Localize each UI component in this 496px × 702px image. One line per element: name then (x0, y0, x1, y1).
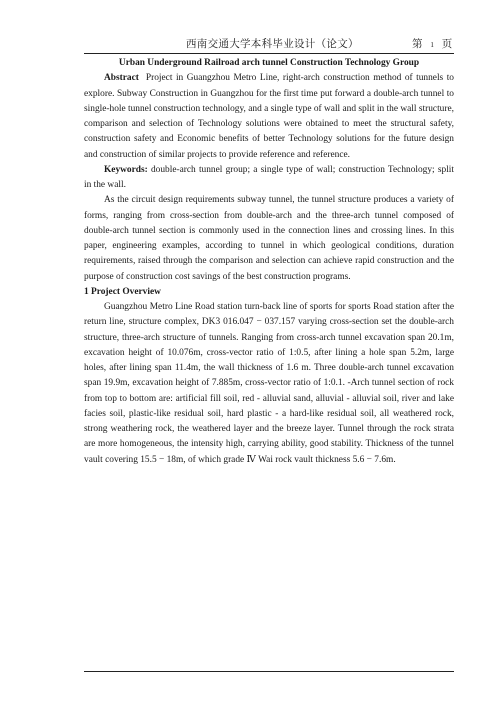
header-university-title: 西南交通大学本科毕业设计（论文） (186, 39, 359, 50)
header-rule (84, 53, 454, 54)
keywords-paragraph (84, 163, 454, 194)
section-paragraph: Guangzhou Metro Line Road station turn-back line of sports for sports Road station after the return line, structure complex, DK3 016.047 − 037.157 varying cross-section set the double-arch structure, three-arch structure of tunnels. Ranging from cross-arch tunnel excavation span 20.1m, excavation height of 10.076m, cross-vector ratio of 1:0.5, after lining a hole span 5.2m, large holes, after lining span 11.4m, the wall thickness of 1.6 m. Three double-arch tunnel excavation span 19.9m, excavation height of 7.885m, cross-vector ratio of 1:0.1. -Arch tunnel section of rock from top to bottom are: artificial fill soil, red - alluvial sand, alluvial - alluvial soil, river and lake facies soil, plastic-like residual soil, hard plastic - a hard-like residual soil, all weathered rock, strong weathering rock, the weathered layer and the breeze layer. Tunnel through the rock strata are more homogeneous, the intensity high, carrying ability, good stability. Thickness of the tunnel vault covering 15.5 − 18m, of which grade Ⅳ Wai rock vault thickness 5.6 − 7.6m. (84, 302, 454, 465)
page-header (84, 38, 454, 52)
header-page-indicator (412, 38, 452, 52)
abstract-text: Project in Guangzhou Metro Line, right-arch construction method of tunnels to explore. Subway Construction in Guangzhou for the first time put forward a double-arch tunnel to single-hole tunnel construction technology, and a single type of wall and split in the wall structure, comparison and selection of Technology solutions were obtained to meet the structural safety, construction safety and Economic benefits of better Technology solutions for the future design and construction of similar projects to provide reference and reference. (84, 73, 454, 160)
page-suffix: 页 (441, 39, 453, 50)
paper-title: Urban Underground Railroad arch tunnel Construction Technology Group (118, 58, 420, 68)
page-number: 1 (430, 41, 434, 49)
keywords-text: double-arch tunnel group; a single type of wall; construction Technology; split in the wall. (84, 164, 455, 190)
keywords-label: Keywords: (104, 164, 148, 175)
footer-rule (84, 671, 454, 672)
section-heading: 1 Project Overview (84, 286, 161, 297)
abstract-label: Abstract (104, 73, 139, 84)
abstract-paragraph (84, 71, 454, 163)
page-body (84, 56, 454, 468)
page-prefix: 第 (412, 39, 423, 50)
intro-paragraph: As the circuit design requirements subway tunnel, the tunnel structure produces a variety of forms, ranging from cross-section from double-arch and the three-arch tunnel composed of double-arch tunnel section is commonly used in the connection lines and crossing lines. In this paper, engineering examples, according to tunnel in which geological conditions, duration requirements, raised through the comparison and selection can achieve rapid construction and the purpose of construction cost savings of the best construction programs. (84, 195, 454, 282)
